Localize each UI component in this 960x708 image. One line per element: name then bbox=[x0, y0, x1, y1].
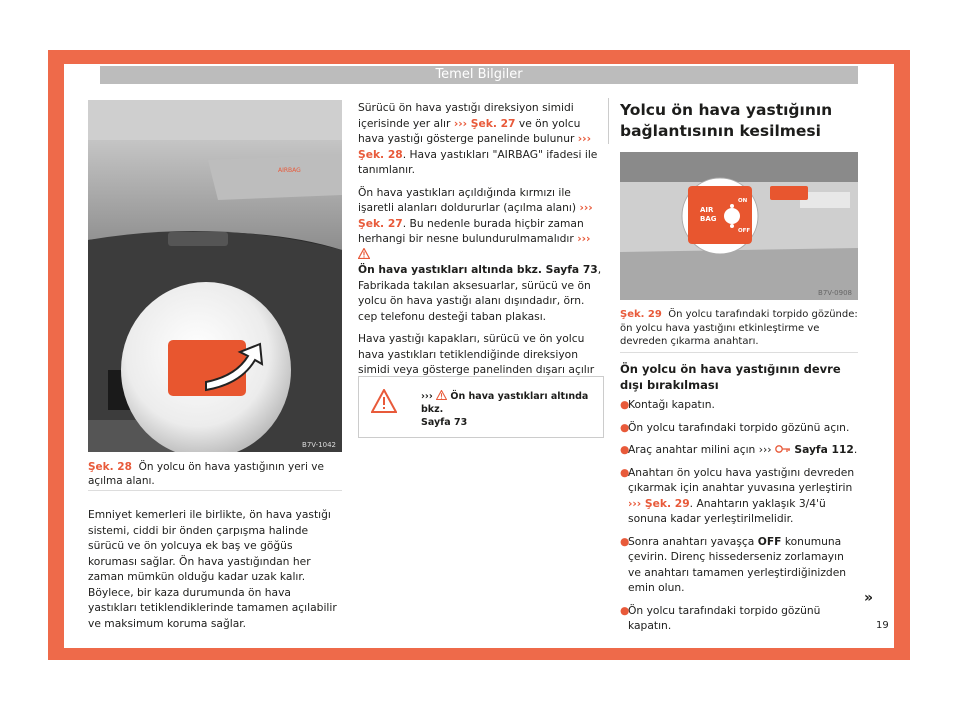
figure-link[interactable]: ››› Şek. 29 bbox=[628, 496, 690, 510]
key-icon bbox=[775, 444, 791, 454]
steps-list bbox=[620, 397, 858, 641]
figure-ref[interactable]: Şek. 28 bbox=[88, 461, 132, 473]
figure-link[interactable]: ››› Şek. 27 bbox=[453, 116, 516, 130]
figure-28-image bbox=[88, 100, 342, 452]
warning-text[interactable]: ››› Ön hava yastıkları altında bkz. Sayfa 73 bbox=[421, 391, 589, 428]
list-item: ● Anahtarı ön yolcu hava yastığını devreden çıkarmak için anahtar yuvasına yerleştirin ››› Şek. 29. Anahtarın yaklaşık 3/4'ü sonuna kadar yerleştirilmelidir. bbox=[620, 465, 855, 525]
paragraph: Hava yastığı kapakları, sürücü ve ön yolcu hava yastıkları tetiklendiğinde direksiyon simidi veya gösterge panelinden dışarı açılır bbox=[358, 331, 602, 393]
figure-29-caption bbox=[620, 308, 858, 349]
airbag-label: AIRBAG bbox=[278, 167, 301, 174]
caption-text: Ön yolcu ön hava yastığının yeri ve açılma alanı. bbox=[88, 461, 324, 487]
continue-marker: » bbox=[864, 590, 874, 606]
figure-29-image bbox=[620, 152, 858, 300]
list-item: ● Araç anahtar milini açın ››› Sayfa 112. bbox=[620, 443, 858, 456]
middle-body bbox=[358, 100, 602, 400]
figure-code: B7V-1042 bbox=[302, 441, 336, 449]
list-item: ● Ön yolcu tarafındaki torpido gözünü açın. bbox=[620, 420, 850, 434]
caption-text: Ön yolcu tarafındaki torpido gözünde: ön yolcu hava yastığını etkinleştirme ve devreden çıkarma anahtarı. bbox=[620, 309, 858, 347]
section-title-accent bbox=[608, 98, 609, 144]
svg-text:OFF: OFF bbox=[738, 228, 751, 234]
left-body-text: Emniyet kemerleri ile birlikte, ön hava yastığı sistemi, ciddi bir önden çarpışma halinde sürücü ve ön yolcuya ek baş ve göğüs koruması sağlar. Ön hava yastığından her zaman mümkün olduğu kadar uzak kalır. Böylece, bir kaza durumunda ön hava yastıkları tetiklendiklerinde tamamen açılabilir ve maksimum koruma sağlar. bbox=[88, 508, 337, 630]
warning-icon bbox=[358, 248, 370, 259]
svg-text:AIR: AIR bbox=[700, 206, 714, 214]
figure-code: B7V-0908 bbox=[818, 289, 852, 297]
paragraph: Sürücü ön hava yastığı direksiyon simidi içerisinde yer alır ››› Şek. 27 ve ön yolcu hava yastığı gösterge panelinde bulunur ››› Şek. 28. Hava yastıkları "AIRBAG" ifadesi ile tanımlanır. bbox=[358, 101, 598, 176]
caption-divider bbox=[620, 352, 858, 353]
paragraph: Ön hava yastıkları açıldığında kırmızı ile işaretli alanları doldururlar (açılma alanı) ››› Şek. 27. Bu nedenle burada hiçbir zaman herhangi bir nesne bulundurulmamalıdır ››› Ön hava yastıkları altında bkz. Sayfa 73, Fabrikada takılan aksesuarlar, sürücü ve ön yolcu ön hava yastığı alanı dışındadır, örn. cep telefonu desteği taban plakası. bbox=[358, 185, 602, 323]
page-header: Temel Bilgiler bbox=[100, 66, 858, 84]
svg-text:ON: ON bbox=[738, 198, 748, 204]
caption-divider bbox=[88, 490, 342, 491]
figure-link[interactable]: ››› Şek. 28 bbox=[358, 132, 591, 161]
warning-box bbox=[358, 376, 604, 438]
figure-28-caption bbox=[88, 460, 342, 488]
warning-icon bbox=[371, 389, 397, 413]
list-item: ● Sonra anahtarı yavaşça OFF konumuna çevirin. Direnç hissederseniz zorlamayın ve anahtarı tamamen yerleştirdiğinizden emin olun. bbox=[620, 534, 847, 594]
warning-link[interactable]: ››› bbox=[577, 232, 591, 245]
figure-ref[interactable]: Şek. 29 bbox=[620, 309, 662, 320]
svg-text:BAG: BAG bbox=[700, 215, 717, 223]
list-item: ● Ön yolcu tarafındaki torpido gözünü kapatın. bbox=[620, 603, 821, 632]
list-item: ● Kontağı kapatın. bbox=[620, 398, 715, 411]
warning-icon bbox=[436, 390, 447, 400]
page-number: 19 bbox=[876, 620, 889, 631]
section-title: Yolcu ön hava yastığının bağlantısının kesilmesi bbox=[620, 101, 833, 140]
page-link[interactable]: ››› bbox=[758, 443, 772, 456]
figure-link[interactable]: ››› Şek. 27 bbox=[358, 201, 593, 230]
subsection-title: Ön yolcu ön hava yastığının devre dışı bırakılması bbox=[620, 362, 841, 392]
